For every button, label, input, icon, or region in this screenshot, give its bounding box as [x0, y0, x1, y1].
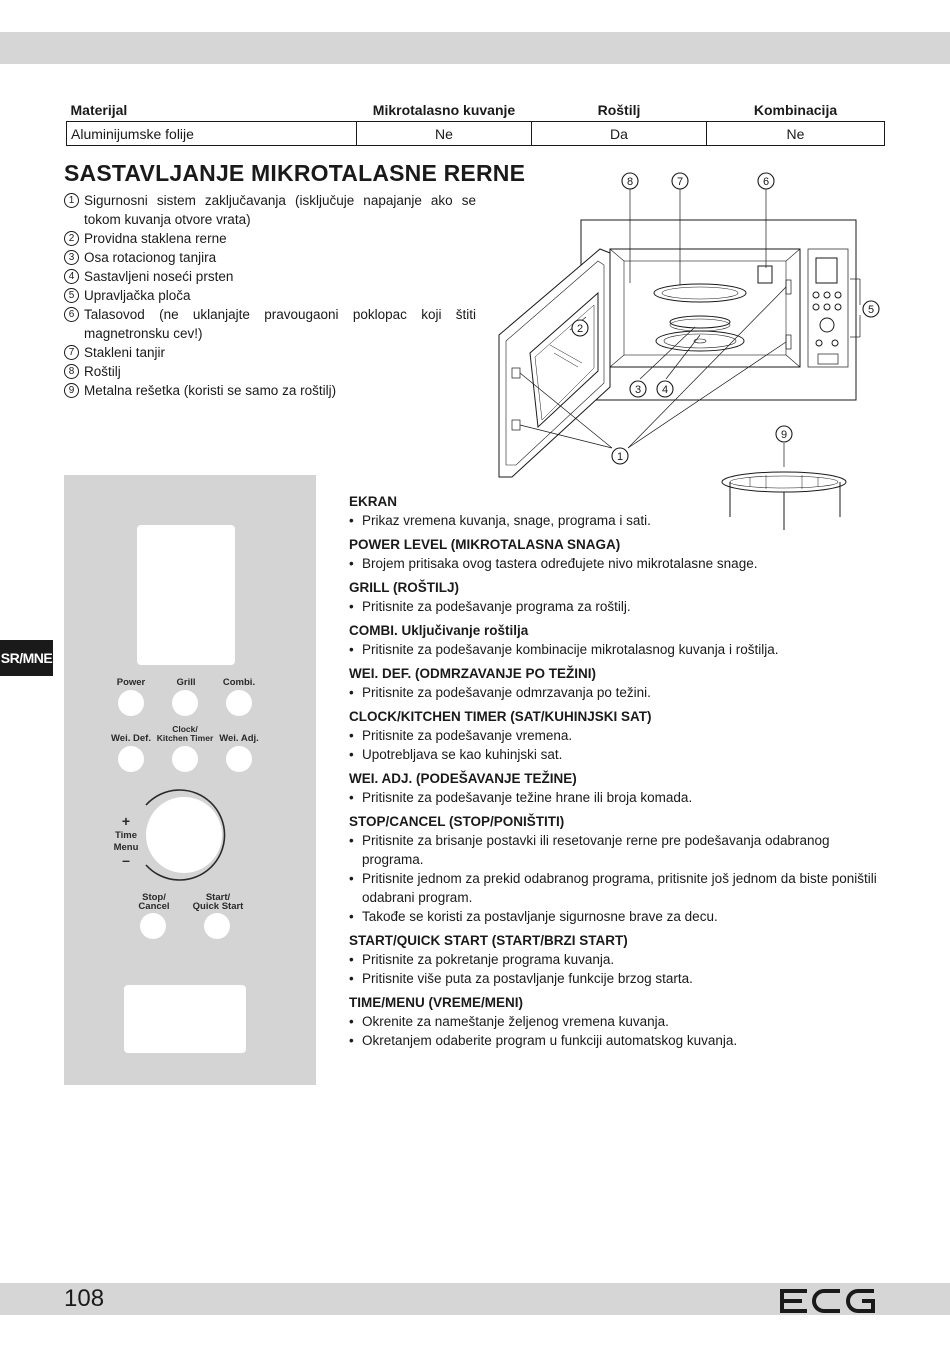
- wei-def-button[interactable]: [118, 746, 144, 772]
- description-section: [349, 578, 889, 616]
- wei-adj-button[interactable]: [226, 746, 252, 772]
- clock-button[interactable]: [172, 746, 198, 772]
- part-number: 5: [64, 288, 79, 303]
- table-header-cell: Mikrotalasno kuvanje: [372, 101, 516, 118]
- wei-def-label: Wei. Def.: [111, 733, 151, 744]
- description-title: WEI. ADJ. (PODEŠAVANJE TEŽINE): [349, 771, 577, 786]
- control-panel: [64, 475, 316, 1085]
- description-title: COMBI. Uključivanje roštilja: [349, 623, 529, 638]
- stop-cancel-button[interactable]: [140, 913, 166, 939]
- part-text: Providna staklena rerne: [84, 231, 227, 246]
- description-section: [349, 664, 889, 702]
- part-number: 9: [64, 383, 79, 398]
- list-item: • Prikaz vremena kuvanja, snage, programa i sati.: [349, 511, 889, 530]
- description-title: TIME/MENU (VREME/MENI): [349, 995, 523, 1010]
- stop-label-2: Cancel: [138, 901, 170, 912]
- list-item: • Pritisnite za pokretanje programa kuvanja.: [349, 950, 889, 969]
- descriptions: [349, 492, 889, 1055]
- metal-rack: [722, 472, 846, 492]
- part-number: 7: [64, 345, 79, 360]
- grill-button[interactable]: [172, 690, 198, 716]
- part-text: Metalna rešetka (koristi se samo za roštilj): [84, 383, 337, 398]
- table-cell: Ne: [707, 122, 885, 146]
- microwave-diagram: [490, 165, 890, 540]
- description-title: EKRAN: [349, 494, 398, 509]
- list-item: • Pritisnite jednom za prekid odabranog programa, pritisnite još jednom da biste poništili odabrani program.: [349, 869, 889, 907]
- list-item: • Okrenite za nameštanje željenog vremena kuvanja.: [349, 1012, 889, 1031]
- language-tab: SR/MNE: [0, 640, 53, 676]
- part-text: Upravljačka ploča: [84, 288, 191, 303]
- parts-list: [64, 191, 476, 400]
- list-item: [64, 248, 476, 267]
- description-section: [349, 492, 889, 530]
- display-screen: [137, 525, 235, 665]
- description-title: CLOCK/KITCHEN TIMER (SAT/KUHINJSKI SAT): [349, 709, 652, 724]
- combi-button[interactable]: [226, 690, 252, 716]
- description-title: POWER LEVEL (MIKROTALASNA SNAGA): [349, 537, 621, 552]
- list-item: • Pritisnite za podešavanje vremena.: [349, 726, 889, 745]
- description-section: [349, 931, 889, 988]
- part-number: 4: [64, 269, 79, 284]
- callout-label: 4: [661, 384, 669, 396]
- list-item: [64, 305, 476, 343]
- part-number: 2: [64, 231, 79, 246]
- dial-label-2: Menu: [113, 842, 139, 853]
- callout-label: 8: [626, 176, 634, 188]
- power-label: Power: [116, 677, 146, 688]
- description-title: START/QUICK START (START/BRZI START): [349, 933, 628, 948]
- list-item: • Pritisnite za brisanje postavki ili resetovanje rerne pre podešavanja odabranog programa.: [349, 831, 889, 869]
- ecg-logo: [780, 1289, 875, 1313]
- list-item: [64, 267, 476, 286]
- list-item: • Okretanjem odaberite program u funkciji automatskog kuvanja.: [349, 1031, 889, 1050]
- part-number: 6: [64, 307, 79, 322]
- table-cell: Da: [532, 122, 707, 146]
- part-text: Roštilj: [84, 364, 121, 379]
- power-button[interactable]: [118, 690, 144, 716]
- description-title: WEI. DEF. (ODMRZAVANJE PO TEŽINI): [349, 666, 597, 681]
- control-panel-drawing: [64, 475, 316, 1085]
- callout-label: 3: [634, 384, 642, 396]
- callout-label: 2: [576, 323, 584, 335]
- list-item: • Takođe se koristi za postavljanje sigurnosne brave za decu.: [349, 907, 889, 926]
- part-text: Sastavljeni noseći prsten: [84, 269, 234, 284]
- display-window: [816, 258, 837, 283]
- clock-label-2: Kitchen Timer: [156, 733, 214, 743]
- dial-label-1: Time: [114, 830, 138, 841]
- dial-minus: –: [122, 852, 130, 868]
- clock-label-1: Clock/: [172, 724, 198, 734]
- material-table: [66, 98, 885, 146]
- list-item: • Pritisnite za podešavanje odmrzavanja po težini.: [349, 683, 889, 702]
- description-section: [349, 535, 889, 573]
- dial-plus: +: [121, 813, 131, 829]
- part-text: Stakleni tanjir: [84, 345, 166, 360]
- list-item: • Pritisnite za podešavanje programa za roštilj.: [349, 597, 889, 616]
- part-text: Sigurnosni sistem zaključavanja (isključuje napajanje ako se tokom kuvanja otvore vrata): [84, 193, 476, 227]
- stop-label-1: Stop/: [142, 892, 166, 903]
- list-item: • Pritisnite više puta za postavljanje funkcije brzog starta.: [349, 969, 889, 988]
- table-row: [67, 122, 885, 146]
- list-item: [64, 381, 476, 400]
- table-cell: Ne: [357, 122, 532, 146]
- control-panel-outline: [808, 249, 848, 367]
- material-table-header: [67, 98, 885, 122]
- section-title: SASTAVLJANJE MIKROTALASNE RERNE: [64, 160, 526, 186]
- callout-label: 6: [762, 176, 770, 188]
- lock-slot: [786, 335, 791, 349]
- list-item: • Brojem pritisaka ovog tastera određujete nivo mikrotalasne snage.: [349, 554, 889, 573]
- callout-label: 1: [616, 451, 624, 463]
- description-section: [349, 812, 889, 926]
- roller-ring: [670, 316, 730, 328]
- list-item: [64, 229, 476, 248]
- start-label-2: Quick Start: [192, 901, 244, 912]
- wei-adj-label: Wei. Adj.: [219, 733, 259, 744]
- description-section: [349, 707, 889, 764]
- waveguide-cover: [758, 266, 772, 283]
- callout-label: 9: [780, 429, 788, 441]
- dial-knob: [820, 318, 834, 332]
- description-title: GRILL (ROŠTILJ): [349, 580, 459, 595]
- door-release-panel: [124, 985, 246, 1053]
- list-item: • Pritisnite za podešavanje kombinacije mikrotalasnog kuvanja i roštilja.: [349, 640, 889, 659]
- start-quick-button[interactable]: [204, 913, 230, 939]
- table-header-cell: Materijal: [70, 101, 128, 118]
- callout-label: 5: [867, 304, 875, 316]
- lock-slot: [786, 280, 791, 294]
- part-number: 8: [64, 364, 79, 379]
- list-item: [64, 362, 476, 381]
- part-number: 1: [64, 193, 79, 208]
- oven-cavity-inner: [624, 261, 786, 355]
- description-section: [349, 993, 889, 1050]
- grill-label: Grill: [176, 677, 196, 688]
- list-item: [64, 286, 476, 305]
- start-label-1: Start/: [205, 892, 231, 903]
- oven-door: [499, 249, 610, 477]
- table-header-cell: Roštilj: [597, 101, 641, 118]
- callout-label: 7: [676, 176, 684, 188]
- part-text: Talasovod (ne uklanjajte pravougaoni poklopac koji štiti magnetronsku cev!): [84, 307, 476, 341]
- table-header-cell: Kombinacija: [753, 101, 838, 118]
- part-text: Osa rotacionog tanjira: [84, 250, 217, 265]
- combi-label: Combi.: [222, 677, 256, 688]
- time-menu-dial[interactable]: [146, 797, 222, 873]
- part-number: 3: [64, 250, 79, 265]
- description-section: [349, 769, 889, 807]
- list-item: [64, 191, 476, 229]
- header-band: [0, 32, 950, 64]
- list-item: • Upotrebljava se kao kuhinjski sat.: [349, 745, 889, 764]
- list-item: • Pritisnite za podešavanje težine hrane ili broja komada.: [349, 788, 889, 807]
- list-item: [64, 343, 476, 362]
- page-number: 108: [64, 1285, 105, 1312]
- description-section: [349, 621, 889, 659]
- table-cell: Aluminijumske folije: [67, 122, 357, 146]
- description-title: STOP/CANCEL (STOP/PONIŠTITI): [349, 814, 565, 829]
